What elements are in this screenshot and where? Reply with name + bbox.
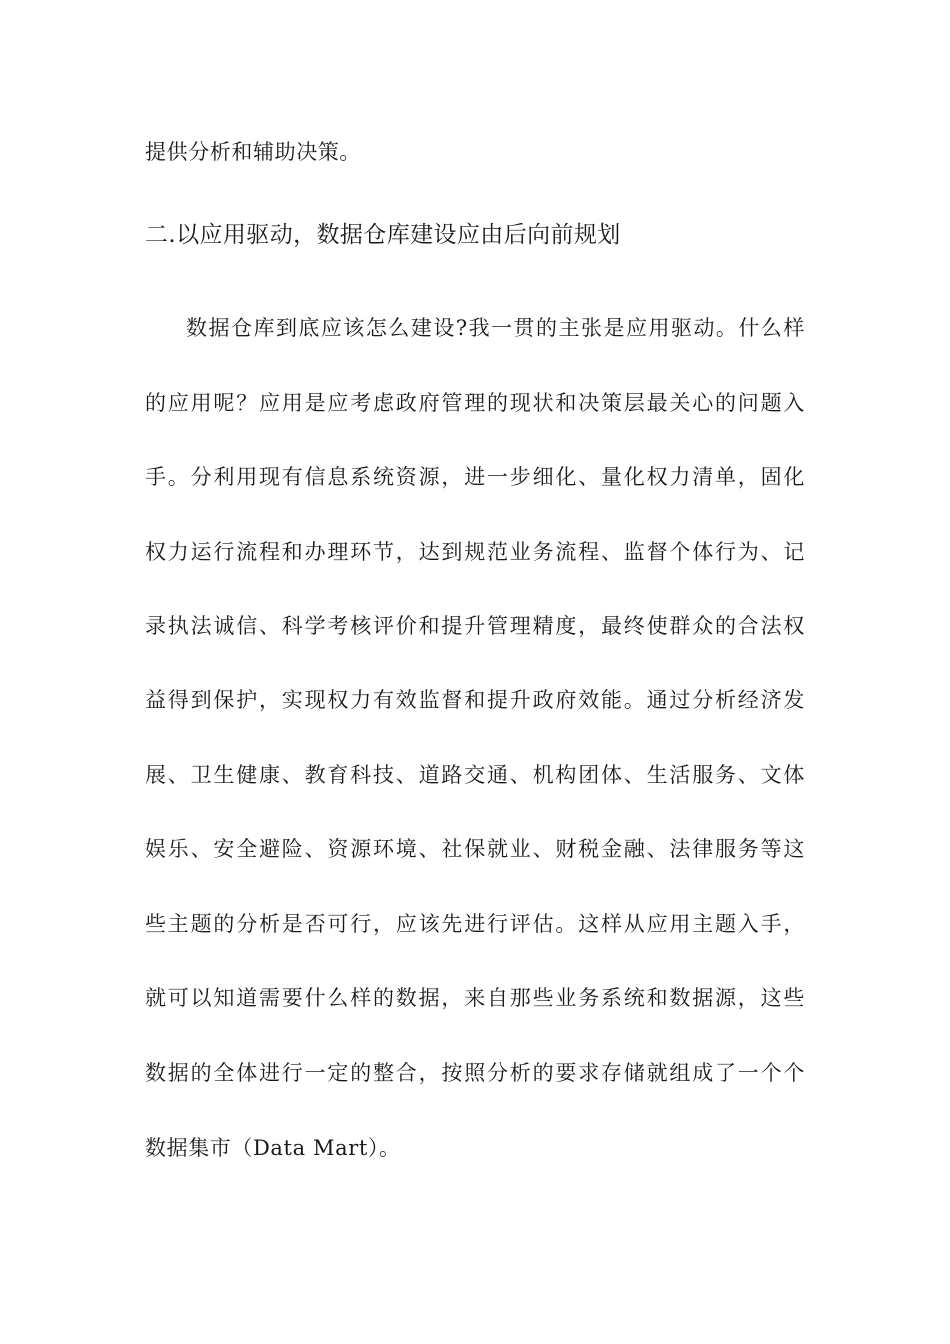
paragraph-line: 娱乐、安全避险、资源环境、社保就业、财税金融、法律服务等这 — [145, 837, 805, 861]
paragraph-line: 些主题的分析是否可行，应该先进行评估。这样从应用主题入手， — [145, 912, 805, 936]
lead-line: 提供分析和辅助决策。 — [145, 140, 361, 164]
section-heading: 二.以应用驱动，数据仓库建设应由后向前规划 — [145, 222, 621, 248]
paragraph-line: 录执法诚信、科学考核评价和提升管理精度，最终使群众的合法权 — [145, 614, 805, 638]
paragraph-line: 益得到保护，实现权力有效监督和提升政府效能。通过分析经济发 — [145, 688, 805, 712]
paragraph-line: 展、卫生健康、教育科技、道路交通、机构团体、生活服务、文体 — [145, 763, 805, 787]
paragraph-line: 的应用呢？应用是应考虑政府管理的现状和决策层最关心的问题入 — [145, 391, 805, 415]
paragraph-line: 就可以知道需要什么样的数据，来自那些业务系统和数据源，这些 — [145, 986, 805, 1010]
paragraph-line: 数据的全体进行一定的整合，按照分析的要求存储就组成了一个个 — [145, 1061, 805, 1085]
paragraph-line: 权力运行流程和办理环节，达到规范业务流程、监督个体行为、记 — [145, 540, 805, 564]
paragraph-line: 手。分利用现有信息系统资源，进一步细化、量化权力清单，固化 — [145, 465, 805, 489]
paragraph-line: 数据仓库到底应该怎么建设?我一贯的主张是应用驱动。什么样 — [186, 316, 805, 340]
paragraph-line-last: 数据集市（Data Mart）。 — [145, 1136, 401, 1160]
